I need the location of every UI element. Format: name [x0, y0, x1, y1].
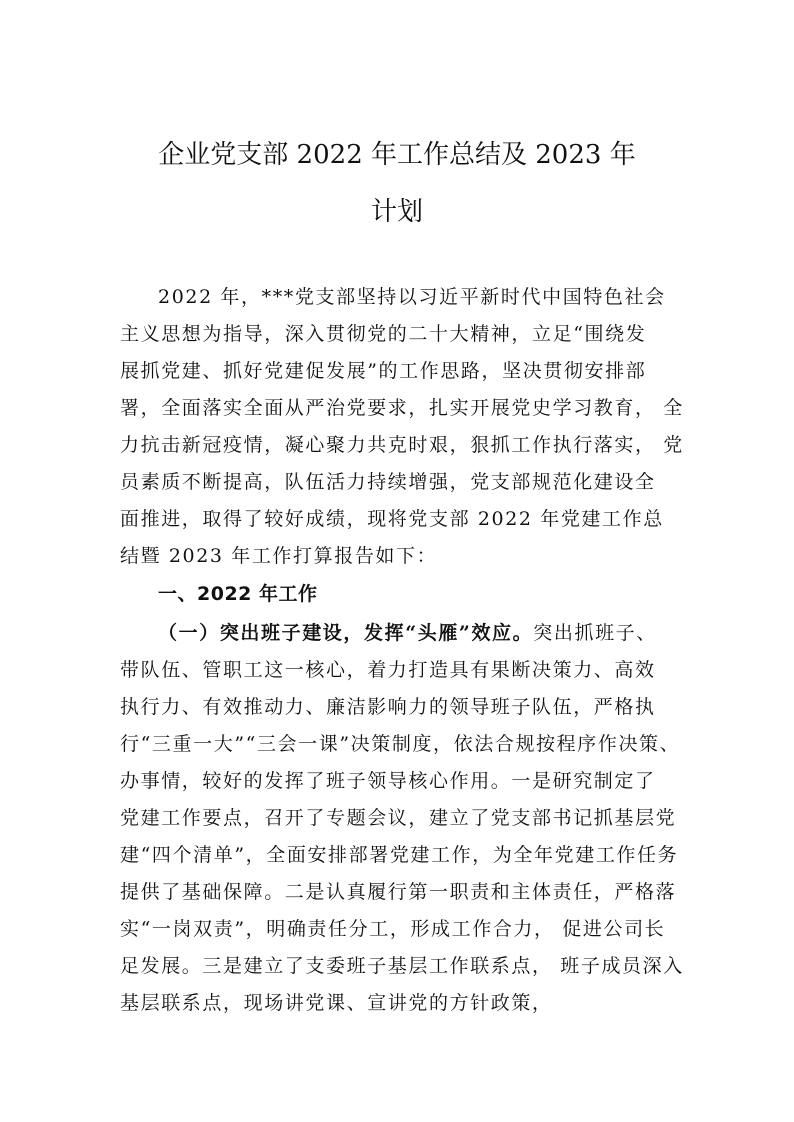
text-line: 实“一岗双责”，明确责任分工，形成工作合力， 促进公司长 [120, 918, 666, 940]
subsection-first-line [158, 620, 657, 646]
text-line: 党建工作要点，召开了专题会议，建立了党支部书记抓基层党 [120, 807, 677, 829]
text-line: 面推进，取得了较好成绩，现将党支部 2022 年党建工作总 [120, 508, 664, 530]
text-line: 执行力、有效推动力、廉洁影响力的领导班子队伍，严格执 [120, 696, 656, 718]
text-line: 基层联系点，现场讲党课、宣讲党的方针政策， [120, 992, 553, 1014]
text-line: 展抓党建、抓好党建促发展”的工作思路，坚决贯彻安排部 [120, 360, 647, 382]
document-title-line-2: 计划 [370, 197, 423, 227]
text-line: 2022 年，***党支部坚持以习近平新时代中国特色社会 [158, 286, 666, 308]
text-line: 提供了基础保障。二是认真履行第一职责和主体责任，严格落 [120, 881, 677, 903]
text-line: 力抗击新冠疫情，凝心聚力共克时艰，狠抓工作执行落实， 党 [120, 434, 684, 456]
text-line: 带队伍、管职工这一核心，着力打造具有果断决策力、高效 [120, 659, 656, 681]
section-heading: 一、2022 年工作 [158, 583, 318, 605]
subsection-first-line-text: 突出抓班子、 [533, 622, 657, 644]
subsection-heading: （一）突出班子建设，发挥“头雁”效应。 [158, 622, 534, 644]
text-line: 建“四个清单”，全面安排部署党建工作，为全年党建工作任务 [120, 844, 679, 866]
text-line: 足发展。三是建立了支委班子基层工作联系点， 班子成员深入 [120, 955, 684, 977]
text-line: 主义思想为指导，深入贯彻党的二十大精神，立足“围绕发 [120, 323, 647, 345]
text-line: 行“三重一大”“三会一课”决策制度，依法合规按程序作决策、 [120, 733, 681, 755]
text-line: 员素质不断提高，队伍活力持续增强，党支部规范化建设全 [120, 471, 656, 493]
document-title-line-1: 企业党支部 2022 年工作总结及 2023 年 [158, 140, 636, 170]
text-line: 署，全面落实全面从严治党要求，扎实开展党史学习教育， 全 [120, 397, 684, 419]
text-line: 结暨 2023 年工作打算报告如下： [120, 545, 438, 567]
text-line: 办事情，较好的发挥了班子领导核心作用。一是研究制定了 [120, 770, 656, 792]
